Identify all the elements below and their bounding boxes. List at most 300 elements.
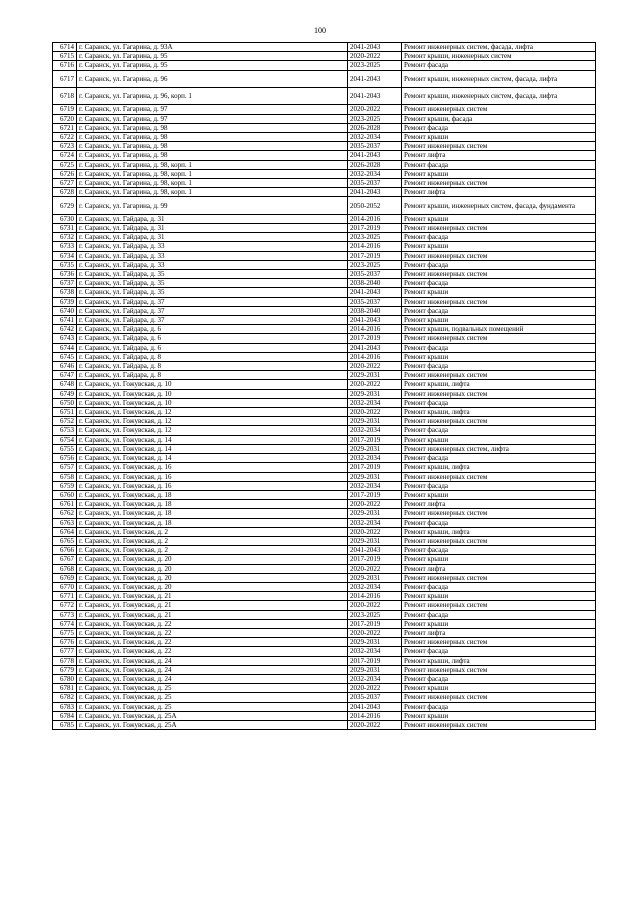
- address-cell: г. Саранск, ул. Гайдара, д. 31: [77, 214, 348, 223]
- address-cell: г. Саранск, ул. Гайдара, д. 35: [77, 279, 348, 288]
- period-cell: 2014-2016: [348, 352, 402, 361]
- row-number-cell: 6778: [53, 656, 77, 665]
- row-number-cell: 6720: [53, 114, 77, 123]
- row-number-cell: 6719: [53, 105, 77, 114]
- table-row: [53, 720, 596, 729]
- address-cell: г. Саранск, ул. Гожувская, д. 21: [77, 592, 348, 601]
- address-cell: г. Саранск, ул. Гайдара, д. 33: [77, 242, 348, 251]
- table-row: [53, 463, 596, 472]
- address-cell: г. Саранск, ул. Гагарина, д. 97: [77, 105, 348, 114]
- work-type-cell: Ремонт фасада: [402, 398, 596, 407]
- work-type-cell: Ремонт крыши, инженерных систем, фасада, лифта: [402, 88, 596, 105]
- period-cell: 2032-2034: [348, 647, 402, 656]
- work-type-cell: Ремонт инженерных систем: [402, 720, 596, 729]
- work-type-cell: Ремонт крыши: [402, 555, 596, 564]
- row-number-cell: 6748: [53, 380, 77, 389]
- address-cell: г. Саранск, ул. Гожувская, д. 14: [77, 454, 348, 463]
- work-type-cell: Ремонт инженерных систем: [402, 105, 596, 114]
- period-cell: 2032-2034: [348, 454, 402, 463]
- table-row: [53, 334, 596, 343]
- address-cell: г. Саранск, ул. Гагарина, д. 93А: [77, 43, 348, 52]
- table-row: [53, 251, 596, 260]
- row-number-cell: 6735: [53, 260, 77, 269]
- work-type-cell: Ремонт инженерных систем: [402, 509, 596, 518]
- row-number-cell: 6724: [53, 151, 77, 160]
- work-type-cell: Ремонт фасада: [402, 279, 596, 288]
- work-type-cell: Ремонт крыши, лифта: [402, 380, 596, 389]
- address-cell: г. Саранск, ул. Гожувская, д. 22: [77, 638, 348, 647]
- table-row: [53, 702, 596, 711]
- work-type-cell: Ремонт лифта: [402, 500, 596, 509]
- period-cell: 2041-2043: [348, 546, 402, 555]
- address-cell: г. Саранск, ул. Гайдара, д. 6: [77, 325, 348, 334]
- row-number-cell: 6750: [53, 398, 77, 407]
- period-cell: 2020-2022: [348, 52, 402, 61]
- table-row: [53, 398, 596, 407]
- table-row: [53, 288, 596, 297]
- table-row: [53, 260, 596, 269]
- period-cell: 2017-2019: [348, 334, 402, 343]
- address-cell: г. Саранск, ул. Гожувская, д. 14: [77, 435, 348, 444]
- period-cell: 2029-2031: [348, 371, 402, 380]
- work-type-cell: Ремонт инженерных систем: [402, 665, 596, 674]
- work-type-cell: Ремонт фасада: [402, 343, 596, 352]
- row-number-cell: 6771: [53, 592, 77, 601]
- period-cell: 2029-2031: [348, 665, 402, 674]
- table-row: [53, 133, 596, 142]
- address-cell: г. Саранск, ул. Гайдара, д. 6: [77, 343, 348, 352]
- table-row: [53, 601, 596, 610]
- table-row: [53, 233, 596, 242]
- row-number-cell: 6764: [53, 527, 77, 536]
- work-type-cell: Ремонт инженерных систем: [402, 417, 596, 426]
- period-cell: 2041-2043: [348, 43, 402, 52]
- period-cell: 2020-2022: [348, 362, 402, 371]
- row-number-cell: 6785: [53, 720, 77, 729]
- work-type-cell: Ремонт фасада: [402, 123, 596, 132]
- address-cell: г. Саранск, ул. Гожувская, д. 16: [77, 463, 348, 472]
- row-number-cell: 6755: [53, 444, 77, 453]
- period-cell: 2017-2019: [348, 463, 402, 472]
- row-number-cell: 6728: [53, 188, 77, 197]
- period-cell: 2020-2022: [348, 564, 402, 573]
- table-row: [53, 472, 596, 481]
- address-cell: г. Саранск, ул. Гайдара, д. 37: [77, 297, 348, 306]
- address-cell: г. Саранск, ул. Гайдара, д. 31: [77, 224, 348, 233]
- table-row: [53, 417, 596, 426]
- work-type-cell: Ремонт крыши, лифта: [402, 527, 596, 536]
- row-number-cell: 6752: [53, 417, 77, 426]
- address-cell: г. Саранск, ул. Гожувская, д. 14: [77, 444, 348, 453]
- row-number-cell: 6741: [53, 316, 77, 325]
- address-cell: г. Саранск, ул. Гожувская, д. 24: [77, 656, 348, 665]
- period-cell: 2014-2016: [348, 242, 402, 251]
- period-cell: 2035-2037: [348, 270, 402, 279]
- work-type-cell: Ремонт крыши: [402, 242, 596, 251]
- table-row: [53, 352, 596, 361]
- row-number-cell: 6737: [53, 279, 77, 288]
- row-number-cell: 6756: [53, 454, 77, 463]
- address-cell: г. Саранск, ул. Гожувская, д. 25: [77, 684, 348, 693]
- period-cell: 2029-2031: [348, 389, 402, 398]
- row-number-cell: 6784: [53, 711, 77, 720]
- work-type-cell: Ремонт фасада: [402, 260, 596, 269]
- row-number-cell: 6727: [53, 179, 77, 188]
- row-number-cell: 6761: [53, 500, 77, 509]
- period-cell: 2029-2031: [348, 573, 402, 582]
- period-cell: 2014-2016: [348, 325, 402, 334]
- row-number-cell: 6760: [53, 490, 77, 499]
- table-row: [53, 160, 596, 169]
- row-number-cell: 6734: [53, 251, 77, 260]
- period-cell: 2020-2022: [348, 628, 402, 637]
- period-cell: 2029-2031: [348, 509, 402, 518]
- address-cell: г. Саранск, ул. Гожувская, д. 21: [77, 610, 348, 619]
- table-row: [53, 114, 596, 123]
- period-cell: 2023-2025: [348, 61, 402, 70]
- work-type-cell: Ремонт фасада: [402, 160, 596, 169]
- table-row: [53, 380, 596, 389]
- period-cell: 2017-2019: [348, 224, 402, 233]
- table-row: [53, 197, 596, 214]
- address-cell: г. Саранск, ул. Гожувская, д. 25А: [77, 720, 348, 729]
- period-cell: 2023-2025: [348, 610, 402, 619]
- address-cell: г. Саранск, ул. Гожувская, д. 12: [77, 426, 348, 435]
- address-cell: г. Саранск, ул. Гагарина, д. 97: [77, 114, 348, 123]
- row-number-cell: 6721: [53, 123, 77, 132]
- work-type-cell: Ремонт крыши: [402, 435, 596, 444]
- row-number-cell: 6731: [53, 224, 77, 233]
- row-number-cell: 6776: [53, 638, 77, 647]
- row-number-cell: 6770: [53, 582, 77, 591]
- period-cell: 2038-2040: [348, 306, 402, 315]
- address-cell: г. Саранск, ул. Гагарина, д. 98: [77, 133, 348, 142]
- address-cell: г. Саранск, ул. Гагарина, д. 99: [77, 197, 348, 214]
- period-cell: 2020-2022: [348, 527, 402, 536]
- table-row: [53, 564, 596, 573]
- table-row: [53, 610, 596, 619]
- table-row: [53, 684, 596, 693]
- address-cell: г. Саранск, ул. Гожувская, д. 24: [77, 665, 348, 674]
- work-type-cell: Ремонт крыши: [402, 133, 596, 142]
- period-cell: 2032-2034: [348, 426, 402, 435]
- work-type-cell: Ремонт фасада: [402, 306, 596, 315]
- address-cell: г. Саранск, ул. Гайдара, д. 8: [77, 371, 348, 380]
- period-cell: 2032-2034: [348, 518, 402, 527]
- row-number-cell: 6774: [53, 619, 77, 628]
- address-cell: г. Саранск, ул. Гагарина, д. 96, корп. 1: [77, 88, 348, 105]
- address-cell: г. Саранск, ул. Гожувская, д. 2: [77, 536, 348, 545]
- address-cell: г. Саранск, ул. Гожувская, д. 12: [77, 417, 348, 426]
- row-number-cell: 6730: [53, 214, 77, 223]
- address-cell: г. Саранск, ул. Гагарина, д. 98, корп. 1: [77, 160, 348, 169]
- work-type-cell: Ремонт крыши, лифта: [402, 656, 596, 665]
- period-cell: 2041-2043: [348, 88, 402, 105]
- period-cell: 2017-2019: [348, 435, 402, 444]
- table-row: [53, 426, 596, 435]
- period-cell: 2029-2031: [348, 444, 402, 453]
- address-cell: г. Саранск, ул. Гагарина, д. 98, корп. 1: [77, 169, 348, 178]
- work-type-cell: Ремонт инженерных систем: [402, 638, 596, 647]
- work-type-cell: Ремонт фасада: [402, 582, 596, 591]
- table-row: [53, 371, 596, 380]
- address-cell: г. Саранск, ул. Гожувская, д. 20: [77, 555, 348, 564]
- table-row: [53, 270, 596, 279]
- address-cell: г. Саранск, ул. Гагарина, д. 98: [77, 142, 348, 151]
- period-cell: 2029-2031: [348, 472, 402, 481]
- table-body: [53, 43, 596, 730]
- table-row: [53, 435, 596, 444]
- address-cell: г. Саранск, ул. Гагарина, д. 96: [77, 70, 348, 87]
- row-number-cell: 6744: [53, 343, 77, 352]
- table-row: [53, 43, 596, 52]
- table-row: [53, 444, 596, 453]
- table-row: [53, 169, 596, 178]
- table-row: [53, 638, 596, 647]
- address-cell: г. Саранск, ул. Гожувская, д. 10: [77, 380, 348, 389]
- row-number-cell: 6716: [53, 61, 77, 70]
- period-cell: 2020-2022: [348, 601, 402, 610]
- period-cell: 2026-2028: [348, 160, 402, 169]
- row-number-cell: 6718: [53, 88, 77, 105]
- address-cell: г. Саранск, ул. Гожувская, д. 22: [77, 647, 348, 656]
- row-number-cell: 6768: [53, 564, 77, 573]
- address-cell: г. Саранск, ул. Гагарина, д. 98: [77, 151, 348, 160]
- work-type-cell: Ремонт инженерных систем: [402, 472, 596, 481]
- table-row: [53, 619, 596, 628]
- work-type-cell: Ремонт фасада: [402, 518, 596, 527]
- work-type-cell: Ремонт инженерных систем: [402, 389, 596, 398]
- period-cell: 2023-2025: [348, 260, 402, 269]
- work-type-cell: Ремонт лифта: [402, 628, 596, 637]
- address-cell: г. Саранск, ул. Гагарина, д. 98, корп. 1: [77, 179, 348, 188]
- work-type-cell: Ремонт инженерных систем: [402, 179, 596, 188]
- period-cell: 2017-2019: [348, 251, 402, 260]
- row-number-cell: 6729: [53, 197, 77, 214]
- period-cell: 2020-2022: [348, 720, 402, 729]
- table-row: [53, 509, 596, 518]
- work-type-cell: Ремонт фасада: [402, 454, 596, 463]
- work-type-cell: Ремонт фасада: [402, 481, 596, 490]
- page-number: 100: [314, 26, 326, 35]
- work-type-cell: Ремонт лифта: [402, 151, 596, 160]
- row-number-cell: 6758: [53, 472, 77, 481]
- row-number-cell: 6751: [53, 408, 77, 417]
- table-row: [53, 490, 596, 499]
- table-row: [53, 518, 596, 527]
- address-cell: г. Саранск, ул. Гайдара, д. 33: [77, 251, 348, 260]
- work-type-cell: Ремонт инженерных систем: [402, 297, 596, 306]
- period-cell: 2023-2025: [348, 114, 402, 123]
- table-row: [53, 214, 596, 223]
- table-row: [53, 389, 596, 398]
- table-row: [53, 555, 596, 564]
- address-cell: г. Саранск, ул. Гожувская, д. 18: [77, 490, 348, 499]
- row-number-cell: 6777: [53, 647, 77, 656]
- address-cell: г. Саранск, ул. Гожувская, д. 25А: [77, 711, 348, 720]
- table-row: [53, 693, 596, 702]
- address-cell: г. Саранск, ул. Гожувская, д. 25: [77, 702, 348, 711]
- work-type-cell: Ремонт лифта: [402, 564, 596, 573]
- table-row: [53, 105, 596, 114]
- work-type-cell: Ремонт инженерных систем, фасада, лифта: [402, 43, 596, 52]
- row-number-cell: 6759: [53, 481, 77, 490]
- table-row: [53, 142, 596, 151]
- period-cell: 2032-2034: [348, 169, 402, 178]
- work-type-cell: Ремонт крыши, лифта: [402, 463, 596, 472]
- work-type-cell: Ремонт инженерных систем: [402, 573, 596, 582]
- table-row: [53, 454, 596, 463]
- period-cell: 2020-2022: [348, 105, 402, 114]
- address-cell: г. Саранск, ул. Гожувская, д. 16: [77, 481, 348, 490]
- work-type-cell: Ремонт крыши, фасада: [402, 114, 596, 123]
- period-cell: 2032-2034: [348, 481, 402, 490]
- row-number-cell: 6781: [53, 684, 77, 693]
- address-cell: г. Саранск, ул. Гайдара, д. 37: [77, 316, 348, 325]
- table-row: [53, 151, 596, 160]
- row-number-cell: 6754: [53, 435, 77, 444]
- address-cell: г. Саранск, ул. Гожувская, д. 18: [77, 518, 348, 527]
- table-row: [53, 188, 596, 197]
- table-row: [53, 297, 596, 306]
- work-type-cell: Ремонт крыши, инженерных систем, фасада, фундамента: [402, 197, 596, 214]
- period-cell: 2017-2019: [348, 490, 402, 499]
- period-cell: 2041-2043: [348, 70, 402, 87]
- table-row: [53, 61, 596, 70]
- row-number-cell: 6763: [53, 518, 77, 527]
- period-cell: 2035-2037: [348, 297, 402, 306]
- work-type-cell: Ремонт фасада: [402, 61, 596, 70]
- work-type-cell: Ремонт фасада: [402, 233, 596, 242]
- period-cell: 2023-2025: [348, 233, 402, 242]
- table-row: [53, 316, 596, 325]
- period-cell: 2026-2028: [348, 123, 402, 132]
- work-type-cell: Ремонт инженерных систем: [402, 224, 596, 233]
- work-type-cell: Ремонт фасада: [402, 546, 596, 555]
- work-type-cell: Ремонт крыши: [402, 490, 596, 499]
- repair-schedule-table: [52, 42, 596, 730]
- address-cell: г. Саранск, ул. Гайдара, д. 8: [77, 352, 348, 361]
- work-type-cell: Ремонт фасада: [402, 647, 596, 656]
- period-cell: 2029-2031: [348, 536, 402, 545]
- period-cell: 2032-2034: [348, 674, 402, 683]
- table-row: [53, 536, 596, 545]
- table-row: [53, 224, 596, 233]
- row-number-cell: 6773: [53, 610, 77, 619]
- row-number-cell: 6740: [53, 306, 77, 315]
- work-type-cell: Ремонт крыши: [402, 684, 596, 693]
- address-cell: г. Саранск, ул. Гайдара, д. 35: [77, 288, 348, 297]
- row-number-cell: 6745: [53, 352, 77, 361]
- row-number-cell: 6775: [53, 628, 77, 637]
- period-cell: 2020-2022: [348, 500, 402, 509]
- work-type-cell: Ремонт инженерных систем: [402, 142, 596, 151]
- work-type-cell: Ремонт крыши: [402, 592, 596, 601]
- row-number-cell: 6753: [53, 426, 77, 435]
- address-cell: г. Саранск, ул. Гожувская, д. 20: [77, 573, 348, 582]
- address-cell: г. Саранск, ул. Гагарина, д. 98: [77, 123, 348, 132]
- period-cell: 2032-2034: [348, 582, 402, 591]
- period-cell: 2035-2037: [348, 142, 402, 151]
- address-cell: г. Саранск, ул. Гожувская, д. 24: [77, 674, 348, 683]
- address-cell: г. Саранск, ул. Гожувская, д. 22: [77, 628, 348, 637]
- address-cell: г. Саранск, ул. Гожувская, д. 22: [77, 619, 348, 628]
- work-type-cell: Ремонт крыши, лифта: [402, 408, 596, 417]
- table-row: [53, 306, 596, 315]
- work-type-cell: Ремонт крыши, инженерных систем: [402, 52, 596, 61]
- period-cell: 2020-2022: [348, 380, 402, 389]
- row-number-cell: 6757: [53, 463, 77, 472]
- table-row: [53, 52, 596, 61]
- address-cell: г. Саранск, ул. Гожувская, д. 20: [77, 582, 348, 591]
- row-number-cell: 6749: [53, 389, 77, 398]
- period-cell: 2035-2037: [348, 179, 402, 188]
- table-row: [53, 343, 596, 352]
- row-number-cell: 6779: [53, 665, 77, 674]
- address-cell: г. Саранск, ул. Гожувская, д. 20: [77, 564, 348, 573]
- work-type-cell: Ремонт инженерных систем: [402, 371, 596, 380]
- work-type-cell: Ремонт крыши, инженерных систем, фасада, лифта: [402, 70, 596, 87]
- table-row: [53, 582, 596, 591]
- work-type-cell: Ремонт инженерных систем: [402, 536, 596, 545]
- table-row: [53, 711, 596, 720]
- row-number-cell: 6746: [53, 362, 77, 371]
- address-cell: г. Саранск, ул. Гагарина, д. 95: [77, 52, 348, 61]
- period-cell: 2050-2052: [348, 197, 402, 214]
- work-type-cell: Ремонт фасада: [402, 362, 596, 371]
- row-number-cell: 6743: [53, 334, 77, 343]
- address-cell: г. Саранск, ул. Гожувская, д. 18: [77, 509, 348, 518]
- work-type-cell: Ремонт крыши: [402, 214, 596, 223]
- work-type-cell: Ремонт инженерных систем: [402, 693, 596, 702]
- work-type-cell: Ремонт лифта: [402, 188, 596, 197]
- period-cell: 2029-2031: [348, 417, 402, 426]
- row-number-cell: 6767: [53, 555, 77, 564]
- work-type-cell: Ремонт инженерных систем: [402, 601, 596, 610]
- table-row: [53, 279, 596, 288]
- row-number-cell: 6780: [53, 674, 77, 683]
- work-type-cell: Ремонт инженерных систем: [402, 270, 596, 279]
- work-type-cell: Ремонт инженерных систем: [402, 334, 596, 343]
- address-cell: г. Саранск, ул. Гожувская, д. 2: [77, 527, 348, 536]
- period-cell: 2020-2022: [348, 684, 402, 693]
- address-cell: г. Саранск, ул. Гожувская, д. 16: [77, 472, 348, 481]
- period-cell: 2041-2043: [348, 151, 402, 160]
- table-row: [53, 179, 596, 188]
- row-number-cell: 6726: [53, 169, 77, 178]
- table-row: [53, 70, 596, 87]
- row-number-cell: 6762: [53, 509, 77, 518]
- work-type-cell: Ремонт крыши: [402, 352, 596, 361]
- address-cell: г. Саранск, ул. Гайдара, д. 33: [77, 260, 348, 269]
- work-type-cell: Ремонт крыши: [402, 619, 596, 628]
- row-number-cell: 6732: [53, 233, 77, 242]
- row-number-cell: 6766: [53, 546, 77, 555]
- work-type-cell: Ремонт крыши: [402, 316, 596, 325]
- row-number-cell: 6739: [53, 297, 77, 306]
- row-number-cell: 6782: [53, 693, 77, 702]
- address-cell: г. Саранск, ул. Гожувская, д. 12: [77, 408, 348, 417]
- table-row: [53, 362, 596, 371]
- table-row: [53, 674, 596, 683]
- address-cell: г. Саранск, ул. Гайдара, д. 6: [77, 334, 348, 343]
- row-number-cell: 6769: [53, 573, 77, 582]
- period-cell: 2032-2034: [348, 133, 402, 142]
- table-row: [53, 123, 596, 132]
- table-row: [53, 325, 596, 334]
- table-row: [53, 628, 596, 637]
- table-row: [53, 408, 596, 417]
